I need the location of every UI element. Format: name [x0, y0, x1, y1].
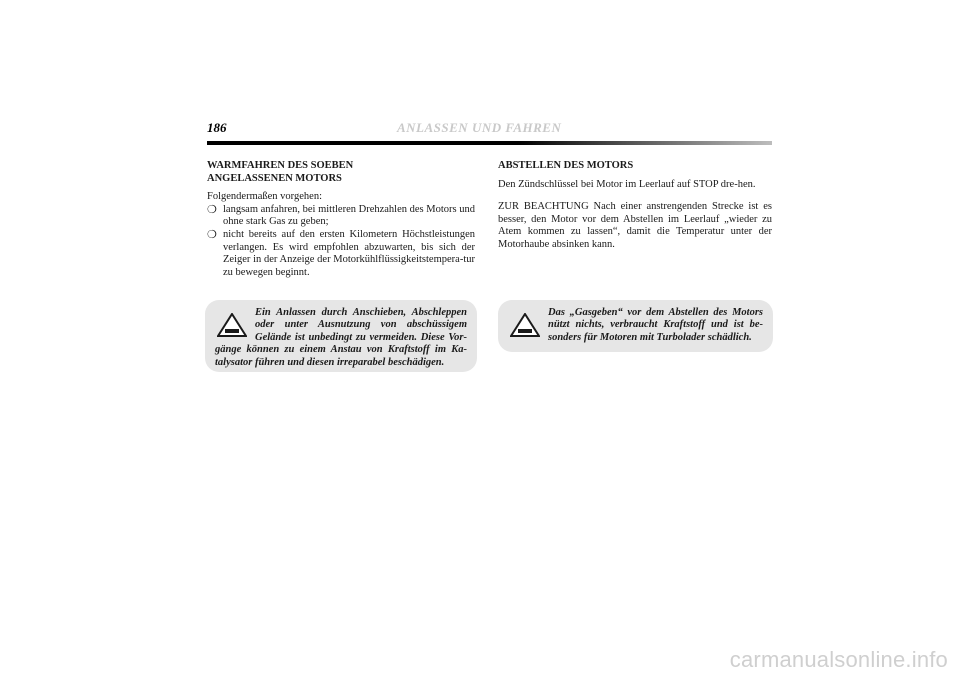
warning-triangle-icon [510, 313, 540, 337]
warmup-bullets [207, 204, 475, 280]
bullet-text: langsam anfahren, bei mittleren Drehzahlen des Motors und ohne stark Gas zu geben; [223, 203, 475, 228]
header-rule [207, 141, 772, 145]
warmup-intro: Folgendermaßen vorgehen: [207, 191, 322, 203]
bullet-circle-icon: ❍ [207, 228, 217, 241]
engine-stop-para1: Den Zündschlüssel bei Motor im Leerlauf auf STOP dre-hen. [498, 178, 756, 190]
watermark: carmanualsonline.info [729, 647, 948, 672]
page-number: 186 [207, 120, 227, 135]
left-column [207, 160, 475, 279]
list-item [207, 204, 475, 229]
right-column [498, 160, 772, 262]
warning-triangle-icon [217, 313, 247, 337]
page-header [207, 120, 772, 150]
list-item [207, 229, 475, 279]
bullet-text: nicht bereits auf den ersten Kilometern Höchstleistungen verlangen. Es wird empfohlen abzuwarten, bis sich der Zeiger in der Anzeige der Motorkühlflüssigkeitstempera-tur zu bewegen beginnt. [223, 228, 475, 278]
engine-stop-para2: ZUR BEACHTUNG Nach einer anstrengenden Strecke ist es besser, den Motor vor dem Abstellen im Leerlauf „wieder zu Atem kommen zu lassen“, damit die Temperatur unter der Motorhaube absinken kann. [498, 201, 772, 250]
warmup-heading [207, 160, 475, 185]
bullet-circle-icon: ❍ [207, 203, 217, 216]
section-title: ANLASSEN UND FAHREN [397, 120, 562, 135]
warmup-heading-line1: WARMFAHREN DES SOEBEN [207, 160, 354, 171]
warning-box-right [498, 300, 773, 352]
warning-text-left: Ein Anlassen durch Anschieben, Abschleppen oder unter Ausnutzung von abschüssigem Gelände ist unbedingt zu vermeiden. Diese Vor-gänge können zu einem Anstau von Kraftstoff im Ka-talysator führen und diesen irreparabel beschädigen. [215, 307, 467, 368]
warmup-heading-line2: ANGELASSENEN MOTORS [207, 172, 342, 184]
warning-text-right: Das „Gasgeben“ vor dem Abstellen des Motors nützt nichts, verbraucht Kraftstoff und ist be-sonders für Motoren mit Turbolader schädlich. [548, 307, 763, 343]
warning-box-left [205, 300, 477, 372]
engine-stop-heading: ABSTELLEN DES MOTORS [498, 160, 634, 171]
